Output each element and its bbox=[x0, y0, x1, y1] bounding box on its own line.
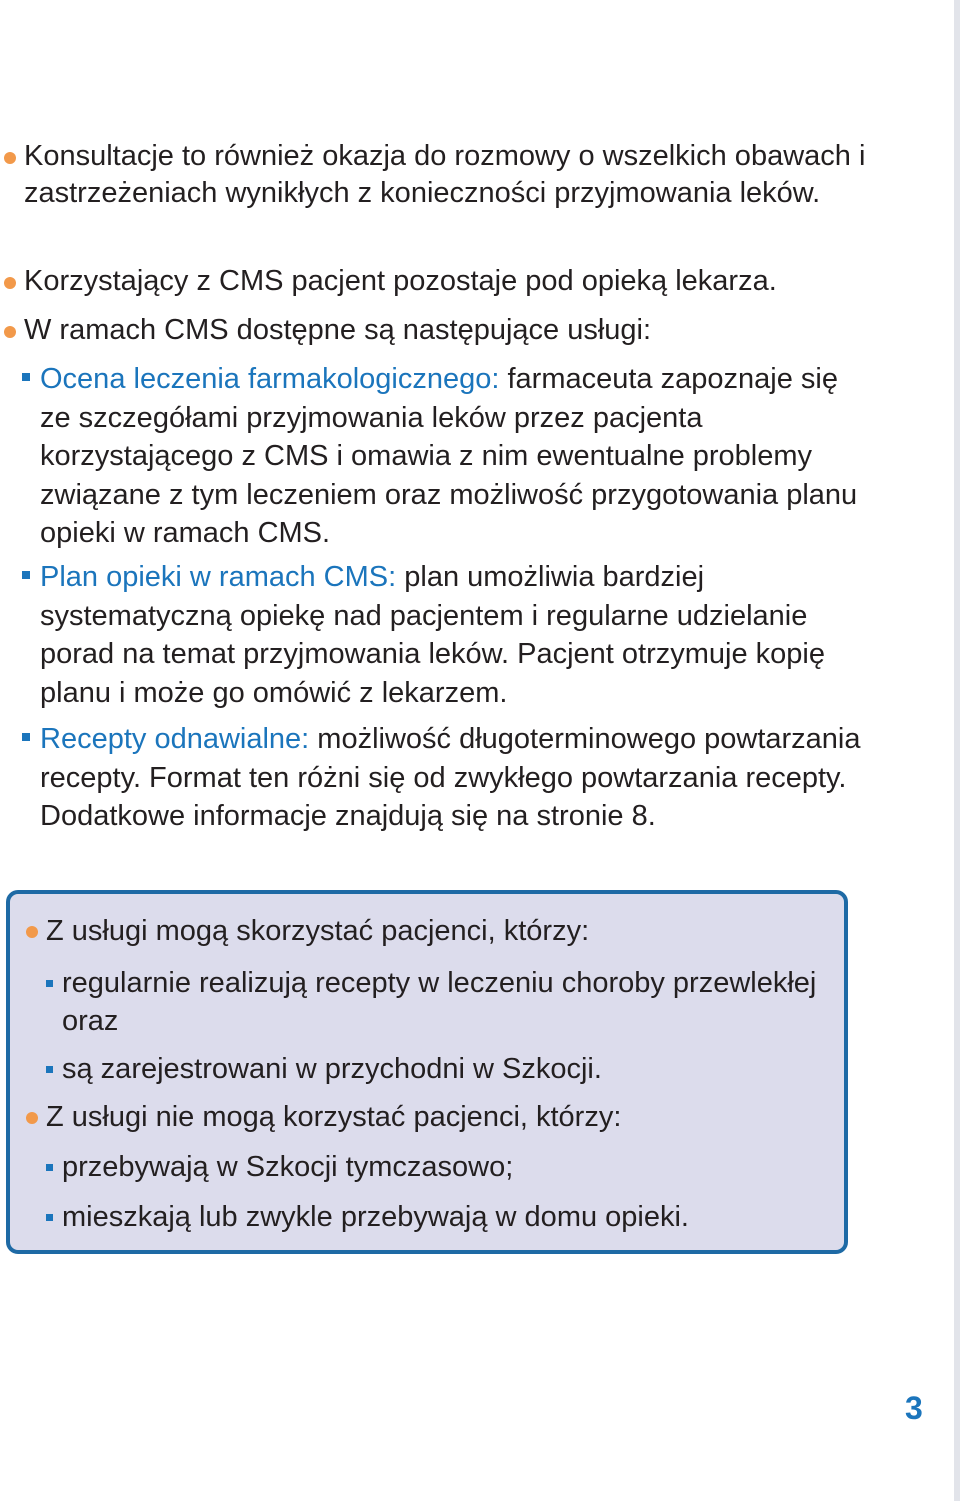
eligibility-box bbox=[6, 890, 848, 1254]
eligibility-can-item: są zarejestrowani w przychodni w Szkocji. bbox=[62, 1050, 822, 1088]
bullet-text: Konsultacje to również okazja do rozmowy o wszelkich obawach i zastrzeżeniach wynikłych z konieczności przyjmowania leków. bbox=[24, 140, 866, 209]
service-text: plan umożliwia bardziej systematyczną opiekę nad pacjentem i regularne udzielanie porad na temat przyjmowania leków. Pacjent otrzymuje kopię planu i może go omówić z lekarzem. bbox=[40, 561, 825, 709]
orange-bullet-icon bbox=[4, 152, 16, 164]
orange-bullet-icon bbox=[26, 1112, 38, 1124]
service-heading: Ocena leczenia farmakologicznego: bbox=[40, 363, 500, 395]
bullet-services-intro bbox=[24, 312, 924, 349]
square-bullet-icon bbox=[46, 980, 53, 987]
page-edge-bar bbox=[954, 0, 960, 1501]
orange-bullet-icon bbox=[4, 277, 16, 289]
eligibility-can-heading: Z usługi mogą skorzystać pacjenci, którzy: bbox=[46, 912, 806, 950]
service-heading: Recepty odnawialne: bbox=[40, 723, 310, 755]
square-bullet-icon bbox=[22, 373, 30, 381]
service-medication-review bbox=[40, 360, 870, 553]
bullet-doctor-care bbox=[24, 263, 924, 300]
eligibility-cannot-item: mieszkają lub zwykle przebywają w domu opieki. bbox=[62, 1198, 822, 1236]
bullet-text: W ramach CMS dostępne są następujące usługi: bbox=[24, 314, 652, 346]
square-bullet-icon bbox=[22, 733, 30, 741]
orange-bullet-icon bbox=[26, 926, 38, 938]
service-text: możliwość długoterminowego powtarzania recepty. Format ten różni się od zwykłego powtarzania recepty. Dodatkowe informacje znajdują się na stronie 8. bbox=[40, 723, 861, 832]
square-bullet-icon bbox=[22, 571, 30, 579]
eligibility-cannot-item: przebywają w Szkocji tymczasowo; bbox=[62, 1148, 822, 1186]
service-care-plan bbox=[40, 558, 870, 712]
service-repeat-prescriptions bbox=[40, 720, 870, 836]
bullet-consultations bbox=[24, 138, 924, 212]
bullet-text: Korzystający z CMS pacjent pozostaje pod opieką lekarza. bbox=[24, 265, 777, 297]
service-heading: Plan opieki w ramach CMS: bbox=[40, 561, 397, 593]
eligibility-cannot-heading: Z usługi nie mogą korzystać pacjenci, którzy: bbox=[46, 1098, 806, 1136]
service-text: farmaceuta zapoznaje się ze szczegółami przyjmowania leków przez pacjenta korzystającego z CMS i omawia z nim ewentualne problemy związane z tym leczeniem oraz możliwość przygotowania planu opieki w ramach CMS. bbox=[40, 363, 858, 549]
square-bullet-icon bbox=[46, 1214, 53, 1221]
orange-bullet-icon bbox=[4, 326, 16, 338]
page-number: 3 bbox=[905, 1390, 923, 1426]
eligibility-can-item: regularnie realizują recepty w leczeniu choroby przewlekłej oraz bbox=[62, 964, 822, 1040]
square-bullet-icon bbox=[46, 1164, 53, 1171]
square-bullet-icon bbox=[46, 1066, 53, 1073]
